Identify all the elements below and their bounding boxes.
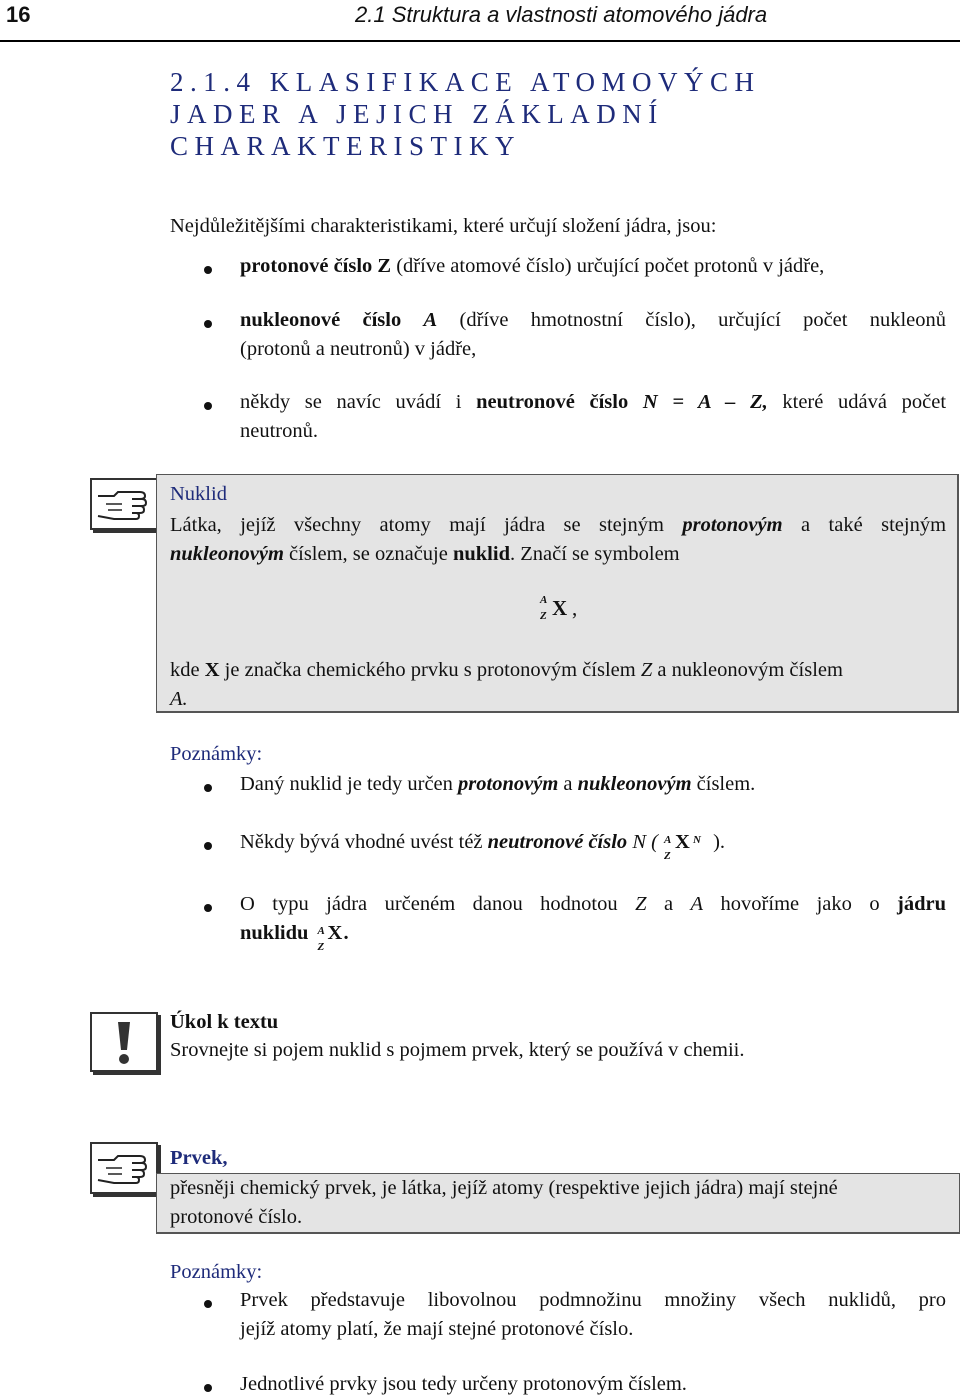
bullet-neutron-number <box>240 388 946 446</box>
bullet-proton-number <box>240 252 824 281</box>
text: Někdy bývá vhodné uvést též <box>240 831 488 853</box>
text: Látka, jejíž všechny atomy mají jádra se stejným <box>170 514 664 536</box>
sup: A <box>317 925 325 937</box>
intro-text: Nejdůležitějšími charakteristikami, které určují složení jádra, jsou: <box>170 215 717 237</box>
section-title <box>170 66 761 162</box>
sup: A <box>663 834 672 846</box>
note-line <box>240 890 946 919</box>
definition-heading: Nuklid <box>170 483 227 505</box>
note-line <box>240 919 946 953</box>
term: neutronové číslo <box>487 831 628 853</box>
note-item: Jednotlivé prvky jsou tedy určeny protonovým číslem. <box>240 1373 687 1395</box>
sup: N <box>692 834 701 846</box>
bullet-dot <box>204 904 212 912</box>
term-neutron-number: neutronové číslo <box>476 391 629 413</box>
symbol-Z: Z <box>640 659 653 681</box>
symbol-element: X <box>552 596 568 620</box>
definition-line <box>170 511 946 540</box>
symbol-Z: Z <box>635 893 647 915</box>
nuclide-symbol <box>314 919 344 953</box>
term-proton-number: protonové číslo Z <box>240 255 392 277</box>
notes-heading: Poznámky: <box>170 1261 263 1283</box>
text: Daný nuklid je tedy určen <box>240 773 459 795</box>
definition-line <box>170 540 946 569</box>
pointing-hand-icon <box>90 478 158 530</box>
bullet-dot <box>204 842 212 850</box>
bullet-line: (protonů a neutronů) v jádře, <box>240 338 477 360</box>
symbol-comma: , <box>572 596 578 620</box>
text: je značka chemického prvku s protonovým číslem <box>219 659 641 681</box>
note-item <box>240 828 726 862</box>
bullet-dot <box>204 1384 212 1392</box>
nuclide-symbol <box>658 828 708 862</box>
bullet-line: neutronů. <box>240 420 318 442</box>
text: číslem, se označuje <box>283 543 453 565</box>
equation-N: N = A – Z, <box>642 391 768 413</box>
running-title: 2.1 Struktura a vlastnosti atomového jádra <box>355 2 768 27</box>
text: a nukleonovým číslem <box>652 659 843 681</box>
bullet-dot <box>204 266 212 274</box>
note-item <box>240 770 755 799</box>
task-text: Srovnejte si pojem nuklid s pojmem prvek, který se používá v chemii. <box>170 1039 745 1061</box>
bullet-text: (dříve atomové číslo) určující počet protonů v jádře, <box>391 255 825 277</box>
term: nukleonovým <box>577 773 692 795</box>
text: ). <box>707 831 726 853</box>
symbol-atomic-number: Z <box>540 610 547 622</box>
sub: Z <box>663 850 671 862</box>
text: číslem. <box>691 773 756 795</box>
text: N ( <box>627 831 658 853</box>
note-item <box>240 890 947 953</box>
bullet-line <box>240 388 946 417</box>
text: kde <box>170 659 205 681</box>
definition-line <box>170 656 946 685</box>
term: jádru <box>897 893 947 915</box>
note-item <box>240 1286 946 1344</box>
definition-line: protonové číslo. <box>170 1206 303 1228</box>
note-line: Prvek představuje libovolnou podmnožinu množiny všech nuklidů, pro <box>240 1289 946 1311</box>
task-heading: Úkol k textu <box>170 1011 279 1033</box>
definition-text-prvek <box>170 1174 946 1232</box>
bullet-line <box>240 306 946 335</box>
term-nukleonovym: nukleonovým <box>170 543 284 565</box>
bullet-text: které udává počet <box>782 391 947 413</box>
note-line: jejíž atomy platí, že mají stejné protonové číslo. <box>240 1318 634 1340</box>
bullet-text: někdy se navíc uvádí i <box>240 391 462 413</box>
bullet-dot <box>204 1300 212 1308</box>
bullet-nucleon-number <box>240 306 946 364</box>
sub: Z <box>317 941 325 953</box>
symbol-A: A <box>423 309 438 331</box>
term-protonovym: protonovým <box>682 514 783 536</box>
term-nuklid: nuklid <box>452 543 510 565</box>
bullet-dot <box>204 320 212 328</box>
term: protonovým <box>458 773 559 795</box>
page-number: 16 <box>6 2 31 27</box>
exclamation-icon <box>90 1012 158 1072</box>
section-title-line-1: 2.1.4 KLASIFIKACE ATOMOVÝCH <box>170 67 761 97</box>
definition-text-2 <box>170 656 946 714</box>
symbol-element: X <box>327 922 343 944</box>
text: . Značí se symbolem <box>509 543 680 565</box>
header-rule <box>0 40 960 42</box>
definition-text <box>170 511 946 569</box>
text: . <box>343 922 349 944</box>
section-title-line-2: JADER A JEJICH ZÁKLADNÍ <box>170 99 664 129</box>
bullet-text: (dříve hmotnostní číslo), určující počet nukleonů <box>459 309 947 331</box>
text: a také stejným <box>801 514 947 536</box>
term-nucleon-number: nukleonové číslo <box>240 309 402 331</box>
term: nuklidu <box>240 922 314 944</box>
bullet-dot <box>204 784 212 792</box>
symbol-A: A <box>690 893 704 915</box>
symbol-X: X <box>204 659 220 681</box>
text: a <box>558 773 578 795</box>
bullet-dot <box>204 402 212 410</box>
text: O typu jádra určeném danou hodnotou <box>240 893 618 915</box>
pointing-hand-icon <box>90 1142 158 1194</box>
symbol-mass-number: A <box>540 594 548 606</box>
section-title-line-3: CHARAKTERISTIKY <box>170 131 521 161</box>
symbol-element: X <box>674 831 690 853</box>
text: a <box>663 893 674 915</box>
definition-heading-prvek: Prvek, <box>170 1147 228 1169</box>
text: hovoříme jako o <box>720 893 880 915</box>
nuclide-symbol <box>538 594 578 628</box>
definition-line: A. <box>170 688 188 710</box>
notes-heading: Poznámky: <box>170 743 263 765</box>
definition-line: přesněji chemický prvek, je látka, jejíž atomy (respektive jejich jádra) mají stejné <box>170 1177 838 1199</box>
